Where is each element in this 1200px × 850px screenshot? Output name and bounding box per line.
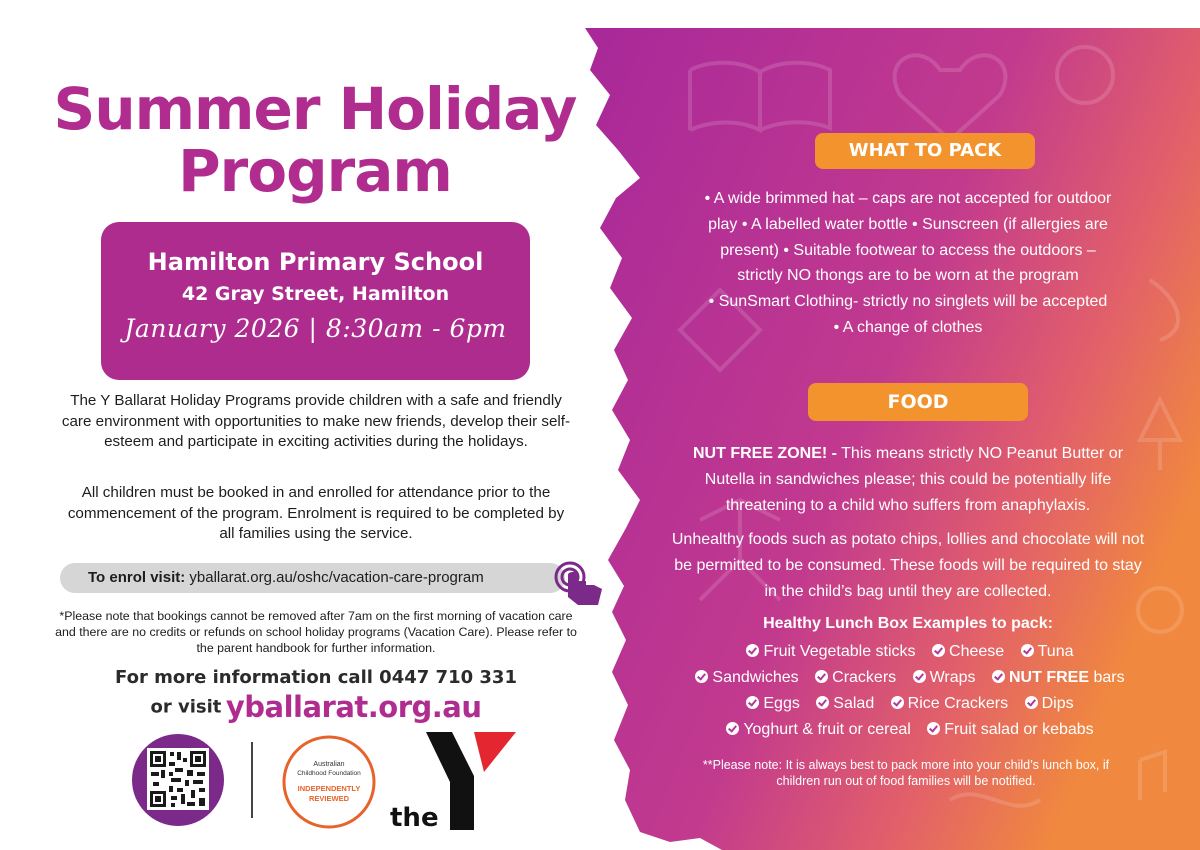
food-heading: FOOD bbox=[808, 383, 1028, 421]
lunch-item-label: Fruit Vegetable sticks bbox=[763, 643, 916, 660]
pack-line-1: • A wide brimmed hat – caps are not accepted for outdoor bbox=[704, 190, 1112, 207]
nut-free-text: This means strictly NO Peanut Butter or Nutella in sandwiches please; this could be potentially life threatening to a child who suffers from anaphylaxis. bbox=[704, 445, 1124, 514]
pack-line-5: • SunSmart Clothing- strictly no singlets will be accepted bbox=[708, 293, 1108, 311]
y-logo-text: the bbox=[390, 803, 439, 830]
lunch-item-label: Rice Crackers bbox=[907, 695, 1009, 712]
booking-note: *Please note that bookings cannot be removed after 7am on the first morning of vacation care and there are no credits or refunds on school holiday programs (Vacation Care). Please refer to the parent handbook for further information. bbox=[55, 609, 577, 655]
title-line-2: Program bbox=[178, 137, 452, 205]
lunch-row-2 bbox=[640, 669, 1180, 687]
page-title bbox=[30, 75, 600, 205]
lunch-item bbox=[695, 669, 798, 686]
check-icon bbox=[815, 670, 828, 683]
lunch-item-label: Sandwiches bbox=[712, 669, 799, 686]
check-icon bbox=[695, 670, 708, 683]
enrol-url-link[interactable]: yballarat.org.au/oshc/vacation-care-program bbox=[189, 569, 484, 586]
check-icon bbox=[913, 670, 926, 683]
lunch-item-label: Fruit salad or kebabs bbox=[944, 721, 1094, 738]
lunch-row-1 bbox=[640, 643, 1180, 661]
check-icon bbox=[1025, 696, 1038, 709]
lunch-item-label: Wraps bbox=[929, 669, 976, 686]
the-y-logo bbox=[388, 732, 516, 830]
check-icon bbox=[992, 670, 1005, 683]
lunch-item-label: Dips bbox=[1041, 695, 1074, 712]
check-icon bbox=[816, 696, 829, 709]
acf-text-3: INDEPENDENTLY bbox=[297, 784, 361, 793]
intro-paragraph-2: All children must be booked in and enrolled for attendance prior to the commencement of the program. Enrolment is required to be completed by all families using the service. bbox=[67, 484, 565, 542]
lunch-item bbox=[891, 695, 1008, 712]
pack-line-4: strictly NO thongs are to be worn at the program bbox=[737, 267, 1079, 285]
lunch-item-label: Salad bbox=[833, 695, 875, 712]
lunch-item bbox=[992, 669, 1125, 686]
check-icon bbox=[1021, 644, 1034, 657]
lunch-item bbox=[726, 721, 911, 738]
lunch-item bbox=[816, 695, 874, 712]
lunch-item bbox=[815, 669, 896, 686]
venue-box bbox=[101, 222, 530, 380]
lunch-item-label: Yoghurt & fruit or cereal bbox=[743, 721, 911, 738]
lunch-box-note: **Please note: It is always best to pack more into your child’s lunch box, if children run out of food families will be notified. bbox=[702, 758, 1110, 788]
enrol-line bbox=[88, 569, 484, 586]
lunch-row-3 bbox=[640, 695, 1180, 713]
lunch-item-label: Crackers bbox=[832, 669, 897, 686]
nut-free-label: NUT FREE ZONE! - bbox=[692, 445, 837, 462]
check-icon bbox=[927, 722, 940, 735]
website-link[interactable]: yballarat.org.au bbox=[225, 690, 482, 724]
unhealthy-foods-paragraph: Unhealthy foods such as potato chips, lollies and chocolate will not be permitted to be consumed. These foods will be required to stay in the child’s bag until they are collected. bbox=[671, 531, 1145, 600]
contact-visit-line bbox=[52, 690, 580, 724]
title-line-1: Summer Holiday bbox=[53, 75, 577, 143]
lunch-box-title: Healthy Lunch Box Examples to pack: bbox=[763, 615, 1053, 632]
lunch-item-label: Eggs bbox=[763, 695, 800, 712]
lunch-row-4 bbox=[640, 721, 1180, 739]
check-icon bbox=[746, 644, 759, 657]
pack-line-2: play • A labelled water bottle • Sunscreen (if allergies are bbox=[708, 215, 1108, 233]
contact-call-line: For more information call 0447 710 331 bbox=[115, 667, 517, 688]
lunch-item bbox=[746, 695, 799, 712]
logo-divider bbox=[251, 742, 253, 818]
acf-text-4: REVIEWED bbox=[308, 794, 350, 803]
lunch-item-label: Cheese bbox=[949, 643, 1005, 660]
qr-code-badge[interactable] bbox=[132, 734, 224, 826]
nut-free-paragraph bbox=[668, 441, 1148, 518]
what-to-pack-heading: WHAT TO PACK bbox=[815, 133, 1035, 169]
lunch-item bbox=[1025, 695, 1074, 712]
check-icon bbox=[891, 696, 904, 709]
enrol-label: To enrol visit: bbox=[88, 569, 186, 586]
or-visit-text: or visit bbox=[150, 696, 222, 718]
acf-badge-logo bbox=[281, 734, 377, 830]
lunch-item-label: Tuna bbox=[1037, 643, 1074, 660]
lunch-item-label-bold: NUT FREE bbox=[1009, 669, 1089, 686]
qr-code-icon bbox=[147, 748, 209, 810]
pack-line-3: present) • Suitable footwear to access the outdoors – bbox=[720, 241, 1096, 259]
venue-address: 42 Gray Street, Hamilton bbox=[181, 283, 450, 305]
venue-name: Hamilton Primary School bbox=[147, 248, 484, 276]
check-icon bbox=[746, 696, 759, 709]
check-icon bbox=[726, 722, 739, 735]
tap-hand-icon[interactable] bbox=[552, 559, 608, 609]
lunch-item bbox=[913, 669, 976, 686]
lunch-item bbox=[746, 643, 915, 660]
lunch-item bbox=[932, 643, 1004, 660]
acf-text-1: Australian bbox=[313, 761, 345, 768]
venue-datetime: January 2026 | 8:30am - 6pm bbox=[124, 314, 507, 343]
check-icon bbox=[932, 644, 945, 657]
lunch-item-label: bars bbox=[1089, 669, 1125, 686]
acf-text-2: Childhood Foundation bbox=[297, 770, 361, 777]
intro-paragraph-1: The Y Ballarat Holiday Programs provide children with a safe and friendly care environment with opportunities to make new friends, develop their self-esteem and participate in exciting activities during the holidays. bbox=[61, 392, 571, 450]
lunch-item bbox=[927, 721, 1093, 738]
pack-line-6: • A change of clothes bbox=[833, 318, 983, 336]
lunch-item bbox=[1021, 643, 1074, 660]
pack-list bbox=[668, 186, 1148, 341]
